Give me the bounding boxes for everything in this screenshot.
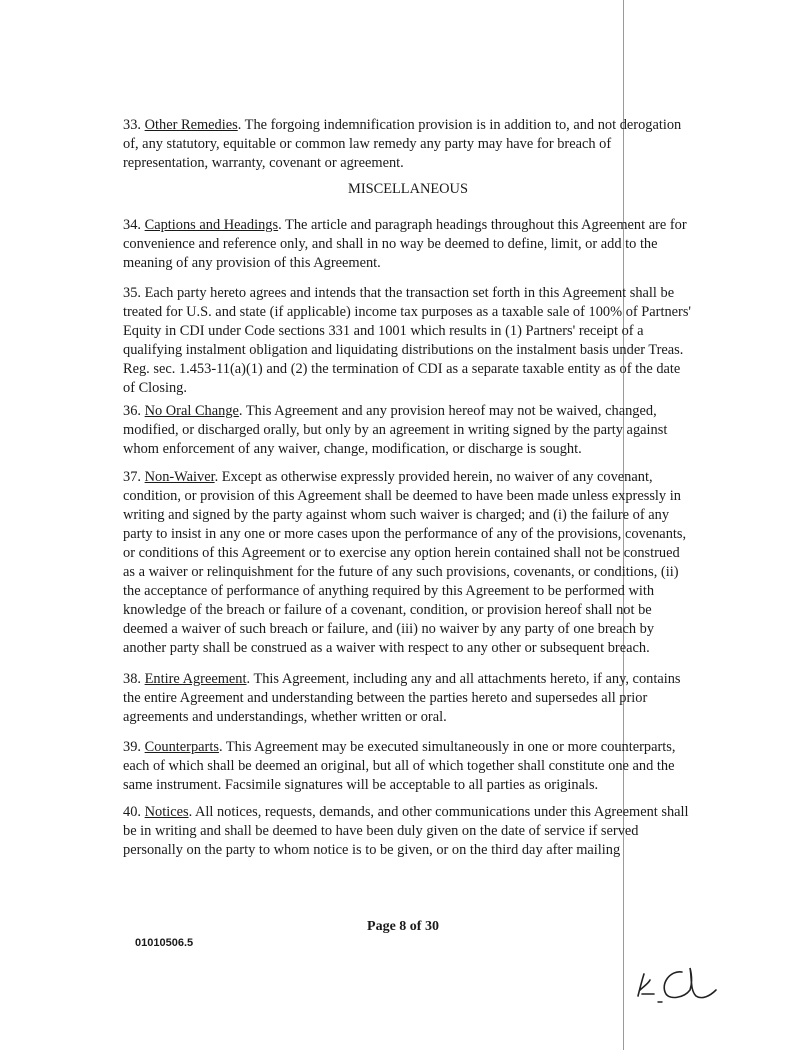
section-33 xyxy=(123,116,693,173)
section-heading: Captions and Headings xyxy=(144,217,279,233)
section-36 xyxy=(123,402,693,459)
section-number: 40. xyxy=(123,804,141,820)
section-38 xyxy=(123,670,693,727)
section-heading: No Oral Change xyxy=(144,403,239,419)
section-number: 36. xyxy=(123,403,141,419)
section-body: . The forgoing indemnification provision is in addition to, and not derogation of, any statutory, equitable or common law remedy any party may have for breach of representation, warranty, covenant or agreement. xyxy=(123,117,682,171)
section-35 xyxy=(123,284,693,398)
section-number: 35. xyxy=(123,285,141,301)
section-heading: Entire Agreement xyxy=(144,671,247,687)
section-body: . This Agreement and any provision hereof may not be waived, changed, modified, or discharged orally, but only by an agreement in writing signed by the party against whom enforcement of any waiver, change, modification, or discharge is sought. xyxy=(123,403,668,457)
section-40 xyxy=(123,803,693,860)
section-body: . The article and paragraph headings throughout this Agreement are for convenience and reference only, and shall in no way be deemed to define, limit, or add to the meaning of any provision of this Agreement. xyxy=(123,217,687,271)
section-heading: Notices xyxy=(144,804,189,820)
miscellaneous-heading: MISCELLANEOUS xyxy=(348,181,468,197)
section-37 xyxy=(123,468,693,658)
section-body: . This Agreement, including any and all attachments hereto, if any, contains the entire Agreement and understanding between the parties hereto and supersedes all prior agreements and understandings, whether written or oral. xyxy=(123,671,681,725)
section-number: 39. xyxy=(123,739,141,755)
handwritten-initials xyxy=(630,950,740,1010)
section-number: 34. xyxy=(123,217,141,233)
section-34 xyxy=(123,216,693,273)
section-body: Each party hereto agrees and intends that the transaction set forth in this Agreement shall be treated for U.S. and state (if applicable) income tax purposes as a taxable sale of 100% of Partners' Equity in CDI under Code sections 331 and 1001 which results in (1) Partners' receipt of a qualifying instalment obligation and liquidating distributions on the instalment basis under Treas. Reg. sec. 1.453-11(a)(1) and (2) the termination of CDI as a separate taxable entity as of the date of Closing. xyxy=(123,285,692,396)
section-39 xyxy=(123,738,693,795)
section-heading: Non-Waiver xyxy=(144,469,215,485)
section-body: . Except as otherwise expressly provided herein, no waiver of any covenant, condition, or provision of this Agreement shall be deemed to have been made unless expressly in writing and signed by the party against whom such waiver is charged; and (i) the failure of any party to insist in any one or more cases upon the performance of any of the provisions, covenants, or conditions of this Agreement or to exercise any option herein contained shall not be construed as a waiver or relinquishment for the future of any such provisions, covenants, or conditions, (ii) the acceptance of performance of anything required by this Agreement to be performed with knowledge of the breach or failure of a covenant, condition, or provision hereof shall not be deemed a waiver of such breach or failure, and (iii) no waiver by any party of one breach by another party shall be construed as a waiver with respect to any other or subsequent breach. xyxy=(123,469,687,656)
page-number: Page 8 of 30 xyxy=(367,919,439,934)
section-number: 37. xyxy=(123,469,141,485)
section-number: 33. xyxy=(123,117,141,133)
section-heading: Counterparts xyxy=(144,739,219,755)
section-heading: Other Remedies xyxy=(144,117,238,133)
section-number: 38. xyxy=(123,671,141,687)
section-body: . All notices, requests, demands, and other communications under this Agreement shall be in writing and shall be deemed to have been duly given on the date of service if served personally on the party to whom notice is to be given, or on the third day after mailing xyxy=(123,804,689,858)
section-body: . This Agreement may be executed simultaneously in one or more counterparts, each of which shall be deemed an original, but all of which together shall constitute one and the same instrument. Facsimile signatures will be acceptable to all parties as originals. xyxy=(123,739,676,793)
document-id: 01010506.5 xyxy=(135,937,194,949)
